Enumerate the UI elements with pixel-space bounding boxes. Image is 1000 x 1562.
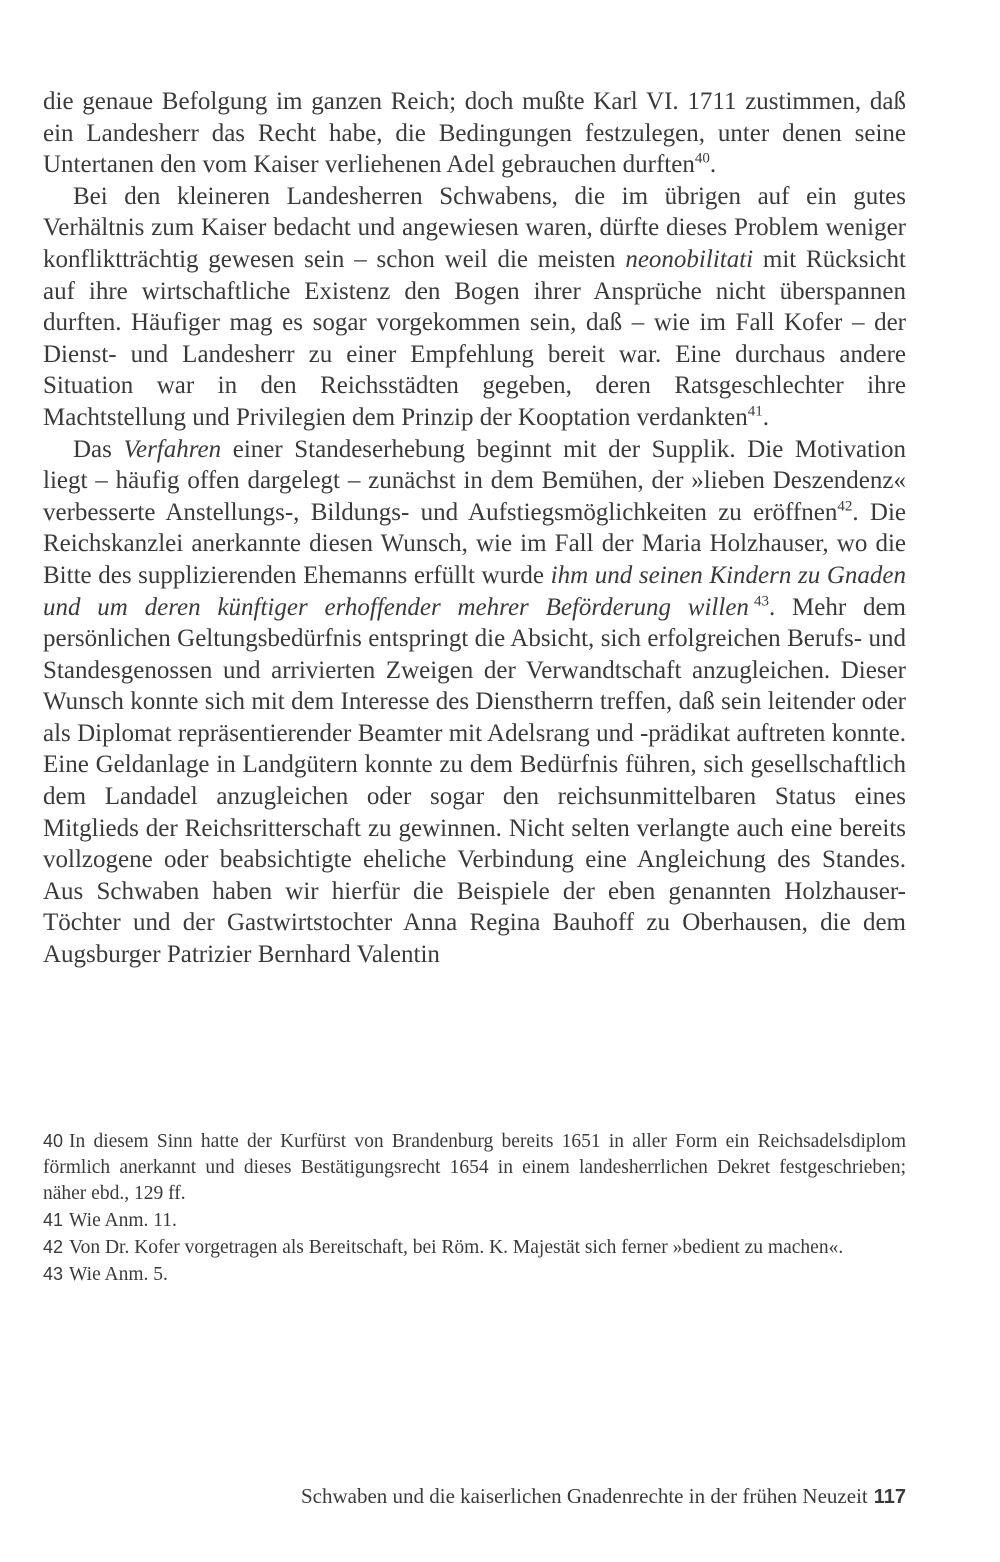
paragraph-3-italic-2: ihm und seinen Kindern zu Gnaden und um deren künftiger erhoffender mehrer Beförderung willen [43, 561, 906, 621]
paragraph-1 [43, 86, 906, 181]
footnote-ref-43: 43 [753, 593, 769, 610]
paragraph-2-end: . [762, 403, 769, 431]
paragraph-3-text-a: Das [73, 435, 124, 463]
running-title: Schwaben und die kaiserlichen Gnadenrechte in der frühen Neuzeit [300, 1484, 868, 1508]
paragraph-2 [43, 181, 906, 434]
paragraph-1-text: die genaue Befolgung im ganzen Reich; doch mußte Karl VI. 1711 zustimmen, daß ein Landesherr das Recht habe, die Bedingungen festzulegen, unter denen seine Untertanen den vom Kaiser verliehenen Adel gebrauchen durften [43, 88, 906, 179]
footnote-text: Von Dr. Kofer vorgetragen als Bereitschaft, bei Röm. K. Majestät sich ferner »bedient zu machen«. [69, 1237, 844, 1258]
footnote-text: In diesem Sinn hatte der Kurfürst von Brandenburg bereits 1651 in aller Form ein Reichsadelsdiplom förmlich anerkannt und dieses Bestätigungsrecht 1654 in einem landesherrlichen Dekret festgeschrieben; näher ebd., 129 ff. [43, 1131, 906, 1204]
paragraph-2-text-b: mit Rücksicht auf ihre wirtschaftliche Existenz den Bogen ihrer Ansprüche nicht überspannen durften. Häufiger mag es sogar vorgekommen sein, daß – wie im Fall Kofer – der Dienst- und Landesherr zu einer Empfehlung bereit war. Eine durchaus andere Situation war in den Reichsstädten gegeben, deren Ratsgeschlechter ihre Machtstellung und Privilegien dem Prinzip der Kooptation verdankten [43, 245, 907, 431]
footnotes [43, 1128, 906, 1288]
footnote-number: 43 [43, 1264, 64, 1284]
footnote-42 [43, 1234, 906, 1261]
main-text [43, 86, 906, 971]
footnote-ref-42: 42 [837, 498, 853, 515]
footnote-text: Wie Anm. 5. [69, 1264, 168, 1285]
footnote-text: Wie Anm. 11. [69, 1210, 177, 1231]
page-number: 117 [873, 1486, 906, 1508]
paragraph-3-italic-1: Verfahren [123, 435, 222, 463]
footnote-number: 42 [43, 1237, 64, 1257]
paragraph-3-text-c: . Die Reichskanzlei anerkannte diesen Wunsch, wie im Fall der Maria Holzhauser, wo die Bitte des supplizierenden Ehemanns erfüllt wurde [43, 498, 906, 589]
footnote-number: 41 [43, 1210, 64, 1230]
footnote-ref-41: 41 [747, 403, 763, 420]
paragraph-3 [43, 434, 906, 971]
paragraph-2-italic: neonobilitati [625, 245, 754, 273]
running-footer [301, 1484, 906, 1509]
paragraph-1-end: . [709, 151, 717, 179]
footnote-43 [43, 1261, 906, 1288]
footnote-number: 40 [43, 1131, 64, 1151]
paragraph-2-text-a: Bei den kleineren Landesherren Schwabens, die im übrigen auf ein gutes Verhältnis zum Kaiser bedacht und angewiesen waren, dürfte dieses Problem weniger konfliktträchtig gewesen sein – schon weil die meisten [43, 182, 906, 273]
paragraph-3-text-d: . Mehr dem persönlichen Geltungsbedürfnis entspringt die Absicht, sich erfolgreichen Berufs- und Standesgenossen und arrivierten Zweigen der Verwandtschaft anzugleichen. Dieser Wunsch konnte sich mit dem Interesse des Dienstherrn treffen, daß sein leitender oder als Diplomat repräsentierender Beamter mit Adelsrang und -prädikat auftreten konnte. Eine Geldanlage in Landgütern konnte zu dem Bedürfnis führen, sich gesellschaftlich dem Landadel anzugleichen oder sogar den reichsunmittelbaren Status eines Mitglieds der Reichsritterschaft zu gewinnen. Nicht selten verlangte auch eine bereits vollzogene oder beabsichtigte eheliche Verbindung eine Angleichung des Standes. Aus Schwaben haben wir hierfür die Beispiele der eben genannten Holzhauser-Töchter und der Gastwirtstochter Anna Regina Bauhoff zu Oberhausen, die dem Augsburger Patrizier Bernhard Valentin [43, 593, 906, 969]
footnote-ref-40: 40 [694, 150, 710, 167]
footnote-40 [43, 1128, 906, 1207]
footnote-41 [43, 1207, 906, 1234]
paragraph-3-text-b: einer Standeserhebung beginnt mit der Supplik. Die Motivation liegt – häufig offen dargelegt – zunächst in dem Bemühen, der »lieben Deszendenz« verbesserte Anstellungs-, Bildungs- und Aufstiegsmöglichkeiten zu eröffnen [43, 435, 907, 526]
